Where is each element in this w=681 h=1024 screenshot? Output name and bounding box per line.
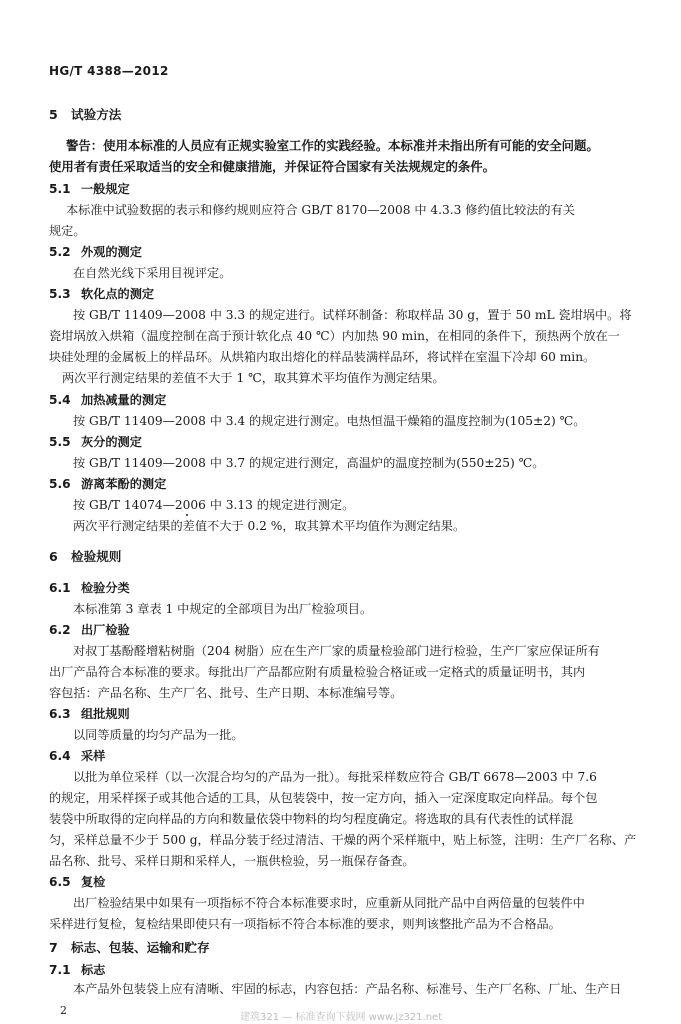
- watermark: 建筑321 — 标准查询下载网 www.jz321.net: [240, 1012, 443, 1023]
- paragraph-line: 以同等质量的均匀产品为一批。: [73, 728, 244, 742]
- paragraph-line: 本标准第 3 章表 1 中规定的全部项目为出厂检验项目。: [73, 602, 373, 616]
- section-6-1-heading: [49, 580, 130, 596]
- section-5-2-heading: [49, 244, 142, 260]
- paragraph-line: 按 GB/T 11409—2008 中 3.3 的规定进行。试样环制备：称取样品 30 g，置于 50 mL 瓷坩埚中。将: [73, 308, 632, 322]
- section-5-1-heading: [49, 181, 130, 197]
- section-6-3-heading: [49, 706, 130, 722]
- section-number: 6.1: [49, 581, 71, 595]
- section-title: 采样: [81, 749, 106, 763]
- paragraph-line: 本标准中试验数据的表示和修约规则应符合 GB/T 8170—2008 中 4.3.3 修约值比较法的有关: [66, 203, 575, 217]
- section-6-heading: [49, 549, 121, 565]
- section-title: 加热减量的测定: [81, 393, 167, 407]
- paragraph-line: 装袋中所取得的定向样品的方向和数量依袋中物料的均匀程度确定。将选取的具有代表性的试样混: [49, 812, 574, 826]
- paragraph-line: 块硅处理的金属板上的样品环。从烘箱内取出熔化的样品装满样品环，将试样在室温下冷却 60 min。: [49, 350, 596, 364]
- section-number: 5.1: [49, 182, 71, 196]
- section-number: 6: [49, 549, 58, 564]
- standard-number: HG/T 4388—2012: [49, 64, 169, 78]
- section-5-5-heading: [49, 434, 142, 450]
- section-title: 复检: [81, 875, 106, 889]
- warning-line-2: 使用者有责任采取适当的安全和健康措施，并保证符合国家有关法规规定的条件。: [49, 159, 496, 174]
- section-number: 6.3: [49, 707, 71, 721]
- section-title: 外观的测定: [81, 245, 142, 259]
- paragraph-line: 容包括：产品名称、生产厂名、批号、生产日期、本标准编号等。: [49, 686, 403, 700]
- section-7-heading: [49, 940, 210, 956]
- section-number: 5: [49, 107, 58, 122]
- paragraph-line: 两次平行测定结果的差值不大于 1 ℃，取其算术平均值作为测定结果。: [62, 371, 445, 385]
- section-number: 6.4: [49, 749, 71, 763]
- section-number: 6.5: [49, 875, 71, 889]
- section-number: 7: [49, 940, 58, 955]
- section-title: 游离苯酚的测定: [81, 477, 167, 491]
- section-number: 5.4: [49, 393, 71, 407]
- paragraph-line: 出厂产品符合本标准的要求。每批出厂产品都应附有质量检验合格证或一定格式的质量证明书，其内: [49, 665, 586, 679]
- section-6-4-heading: [49, 748, 105, 764]
- paragraph-line: 在自然光线下采用目视评定。: [73, 266, 232, 280]
- section-number: 6.2: [49, 623, 71, 637]
- section-title: 检验分类: [81, 581, 130, 595]
- section-title: 一般规定: [81, 182, 130, 196]
- section-title: 标志、包装、运输和贮存: [71, 940, 210, 955]
- paragraph-line: 规定。: [49, 224, 86, 238]
- section-title: 灰分的测定: [81, 435, 142, 449]
- section-title: 检验规则: [71, 549, 122, 564]
- section-number: 5.6: [49, 477, 71, 491]
- section-5-4-heading: [49, 392, 166, 408]
- paragraph-line: 品名称、批号、采样日期和采样人，一瓶供检验，另一瓶保存备查。: [49, 854, 415, 868]
- section-5-heading: [49, 107, 121, 123]
- paragraph-line: 以批为单位采样（以一次混合均匀的产品为一批）。每批采样数应符合 GB/T 6678—2003 中 7.6: [73, 770, 597, 784]
- paragraph-line: 瓷坩埚放入烘箱（温度控制在高于预计软化点 40 ℃）内加热 90 min，在相同的条件下，预热两个放在一: [49, 329, 620, 343]
- paragraph-line: 对叔丁基酚醛增粘树脂（204 树脂）应在生产厂家的质量检验部门进行检验，生产厂家应保证所有: [73, 644, 600, 658]
- paragraph-line: 出厂检验结果中如果有一项指标不符合本标准要求时，应重新从同批产品中自两倍量的包装件中: [73, 896, 585, 910]
- page-number: 2: [60, 1004, 67, 1017]
- section-title: 软化点的测定: [81, 287, 155, 301]
- paragraph-line: 采样进行复检，复检结果即使只有一项指标不符合本标准的要求，则判该整批产品为不合格品。: [49, 917, 561, 931]
- paragraph-line: 两次平行测定结果的差值不大于 0.2 %，取其算术平均值作为测定结果。: [73, 519, 466, 533]
- paragraph-line: 匀，采样总量不少于 500 g，样品分装于经过清洁、干燥的两个采样瓶中，贴上标签，注明：生产厂名称、产: [49, 833, 637, 847]
- paragraph-line: 的规定，用采样探子或其他合适的工具，从包装袋中，按一定方向，插入一定深度取定向样品。每个包: [49, 791, 598, 805]
- section-title: 试验方法: [71, 107, 122, 122]
- section-title: 标志: [81, 963, 106, 977]
- warning-line-1: 警告：使用本标准的人员应有正规实验室工作的实践经验。本标准并未指出所有可能的安全问题。: [66, 138, 599, 153]
- section-title: 出厂检验: [81, 623, 130, 637]
- section-number: 7.1: [49, 963, 71, 977]
- section-number: 5.3: [49, 287, 71, 301]
- section-number: 5.2: [49, 245, 71, 259]
- section-7-1-heading: [49, 962, 105, 978]
- paragraph-line: 本产品外包装袋上应有清晰、牢固的标志，内容包括：产品名称、标准号、生产厂名称、厂址、生产日: [73, 982, 622, 996]
- paragraph-line: 按 GB/T 14074—2006 中 3.13 的规定进行测定。: [73, 498, 355, 512]
- section-6-5-heading: [49, 874, 105, 890]
- section-title: 组批规则: [81, 707, 130, 721]
- section-5-6-heading: [49, 476, 166, 492]
- paragraph-line: 按 GB/T 11409—2008 中 3.7 的规定进行测定，高温炉的温度控制为(550±25) ℃。: [73, 456, 545, 470]
- scan-speck: [186, 514, 188, 516]
- section-6-2-heading: [49, 622, 130, 638]
- section-number: 5.5: [49, 435, 71, 449]
- paragraph-line: 按 GB/T 11409—2008 中 3.4 的规定进行测定。电热恒温干燥箱的温度控制为(105±2) ℃。: [73, 414, 586, 428]
- section-5-3-heading: [49, 286, 154, 302]
